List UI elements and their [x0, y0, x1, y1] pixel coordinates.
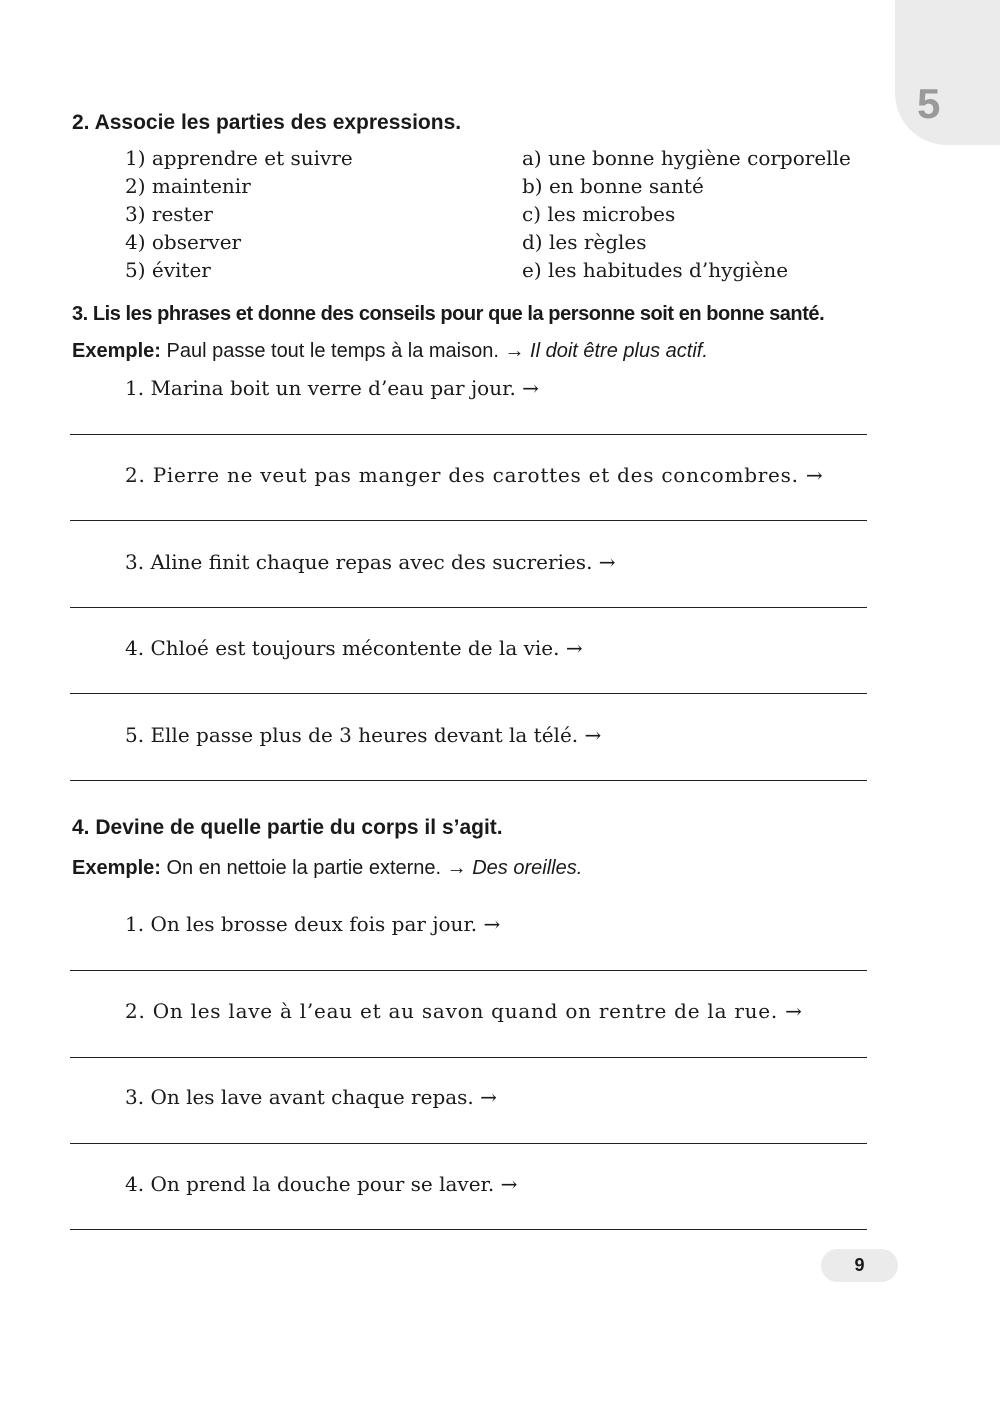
match-left-item: 1) apprendre et suivre — [125, 146, 353, 170]
match-right-item: c) les microbes — [522, 202, 676, 226]
chapter-number: 5 — [917, 80, 941, 127]
example-text: On en nettoie la partie externe. → — [160, 857, 473, 879]
exercise-4-item: 1. On les brosse deux fois par jour. → — [125, 912, 501, 936]
match-right-item: e) les habitudes d’hygiène — [522, 258, 789, 282]
answer-line[interactable] — [70, 434, 867, 435]
answer-line[interactable] — [70, 693, 867, 694]
exercise-3-example — [72, 340, 708, 363]
example-label: Exemple: — [72, 857, 161, 879]
example-text: Paul passe tout le temps à la maison. → — [160, 340, 531, 362]
exercise-3-item: 3. Aline finit chaque repas avec des sucreries. → — [125, 550, 616, 574]
answer-line[interactable] — [70, 607, 867, 608]
exercise-3-heading: 3. Lis les phrases et donne des conseils pour que la personne soit en bonne santé. — [72, 303, 825, 325]
match-right-item: a) une bonne hygiène corporelle — [522, 146, 851, 170]
exercise-3-item: 1. Marina boit un verre d’eau par jour. → — [125, 376, 539, 400]
match-left-item: 2) maintenir — [125, 174, 251, 198]
exercise-3-item: 2. Pierre ne veut pas manger des carottes et des concombres. → — [125, 463, 824, 487]
answer-line[interactable] — [70, 1057, 867, 1058]
exercise-4-item: 4. On prend la douche pour se laver. → — [125, 1172, 518, 1196]
exercise-3-item: 5. Elle passe plus de 3 heures devant la télé. → — [125, 723, 602, 747]
example-answer: Des oreilles. — [472, 857, 583, 879]
chapter-tab — [895, 0, 1000, 145]
answer-line[interactable] — [70, 1229, 867, 1230]
example-label: Exemple: — [72, 340, 161, 362]
exercise-4-heading: 4. Devine de quelle partie du corps il s’agit. — [72, 816, 503, 839]
answer-line[interactable] — [70, 970, 867, 971]
match-right-item: b) en bonne santé — [522, 174, 704, 198]
answer-line[interactable] — [70, 520, 867, 521]
exercise-4-example — [72, 857, 582, 880]
exercise-2-heading: 2. Associe les parties des expressions. — [72, 111, 462, 134]
match-left-item: 4) observer — [125, 230, 242, 254]
page-number: 9 — [821, 1249, 898, 1282]
match-left-item: 3) rester — [125, 202, 213, 226]
example-answer: Il doit être plus actif. — [530, 340, 708, 362]
answer-line[interactable] — [70, 780, 867, 781]
answer-line[interactable] — [70, 1143, 867, 1144]
match-right-item: d) les règles — [522, 230, 647, 254]
exercise-4-item: 2. On les lave à l’eau et au savon quand on rentre de la rue. → — [125, 999, 803, 1023]
match-left-item: 5) éviter — [125, 258, 211, 282]
exercise-3-item: 4. Chloé est toujours mécontente de la vie. → — [125, 636, 583, 660]
exercise-4-item: 3. On les lave avant chaque repas. → — [125, 1085, 497, 1109]
